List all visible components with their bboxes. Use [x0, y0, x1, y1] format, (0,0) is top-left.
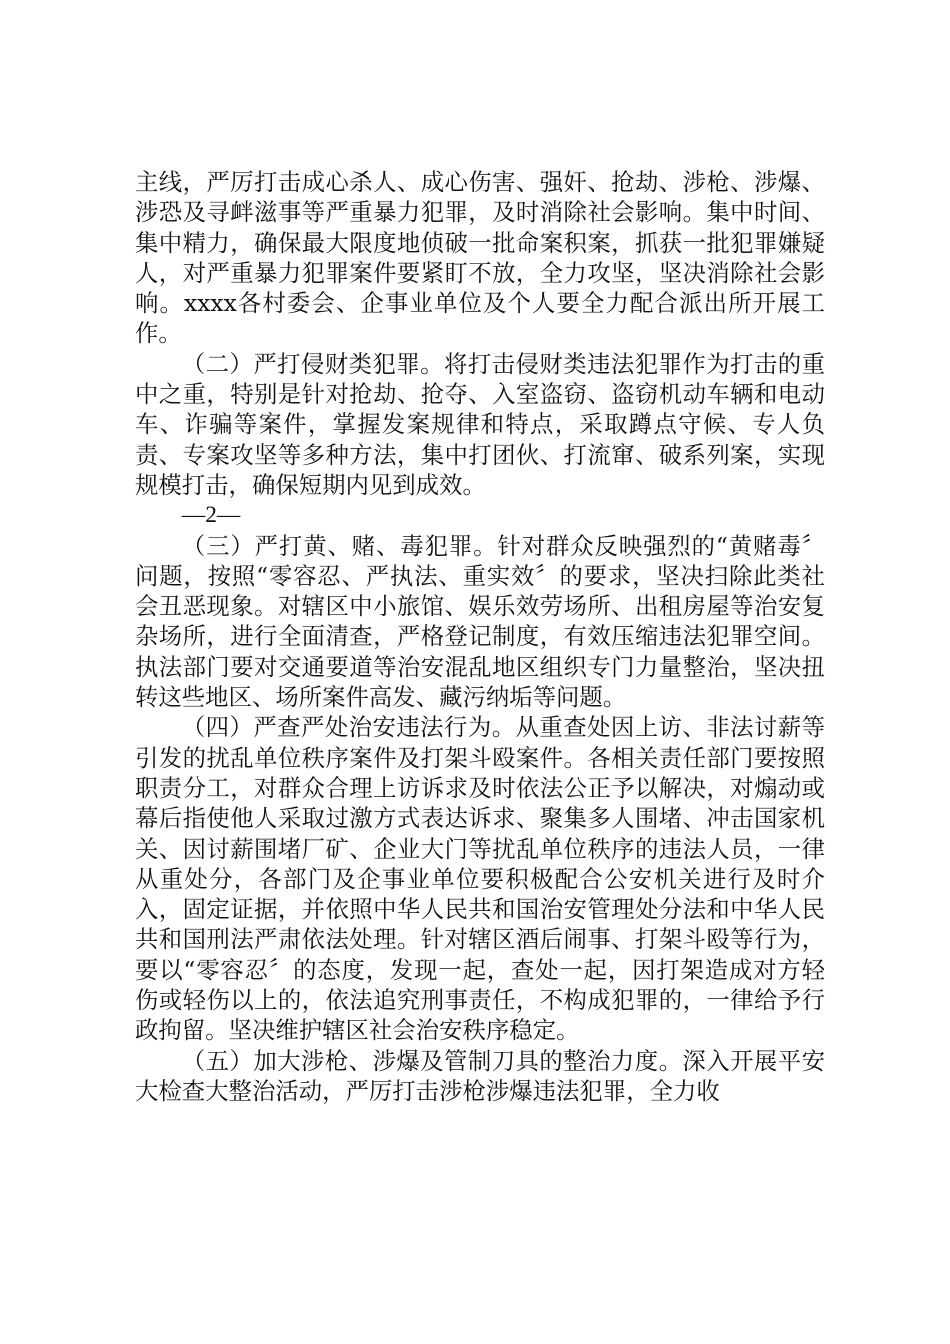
- page-number: —2—: [181, 502, 241, 529]
- paragraph-property-crime: （二）严打侵财类犯罪。将打击侵财类违法犯罪作为打击的重中之重，特别是针对抢劫、抢夺、入室盗窃、盗窃机动车辆和电动车、诈骗等案件，掌握发案规律和特点，采取蹲点守候、专人负责、专案攻坚等多种方法，集中打团伙、打流窜、破系列案，实现规模打击，确保短期内见到成效。: [135, 349, 825, 499]
- paragraph-pornography-gambling-drugs: （三）严打黄、赌、毒犯罪。针对群众反映强烈的“黄赌毒〞问题，按照“零容忍、严执法、重实效〞的要求，坚决扫除此类社会丑恶现象。对辖区中小旅馆、娱乐效劳场所、出租房屋等治安复杂场所，进行全面清查，严格登记制度，有效压缩违法犯罪空间。执法部门要对交通要道等治安混乱地区组织专门力量整治，坚决扭转这些地区、场所案件高发、藏污纳垢等问题。: [135, 531, 825, 712]
- document-body: [135, 167, 825, 1106]
- paragraph-severe-violent-crime-continued: 主线，严厉打击成心杀人、成心伤害、强奸、抢劫、涉枪、涉爆、涉恐及寻衅滋事等严重暴力犯罪，及时消除社会影响。集中时间、集中精力，确保最大限度地侦破一批命案积案，抓获一批犯罪嫌疑人，对严重暴力犯罪案件要紧盯不放，全力攻坚，坚决消除社会影响。xxxx各村委会、企事业单位及个人要全力配合派出所开展工作。: [135, 168, 825, 348]
- paragraph-firearms-explosives-knives: （五）加大涉枪、涉爆及管制刀具的整治力度。深入开展平安大检查大整治活动，严厉打击涉枪涉爆违法犯罪，全力收: [135, 1046, 825, 1105]
- paragraph-public-order-violations: （四）严查严处治安违法行为。从重查处因上访、非法讨薪等引发的扰乱单位秩序案件及打架斗殴案件。各相关责任部门要按照职责分工，对群众合理上访诉求及时依法公正予以解决，对煽动或幕后指使他人采取过激方式表达诉求、聚集多人围堵、冲击国家机关、因讨薪围堵厂矿、企业大门等扰乱单位秩序的违法人员，一律从重处分，各部门及企事业单位要积极配合公安机关进行及时介入，固定证据，并依照中华人民共和国治安管理处分法和中华人民共和国刑法严肃依法处理。针对辖区酒后闹事、打架斗殴等行为，要以“零容忍〞的态度，发现一起，查处一起，因打架造成对方轻伤或轻伤以上的，依法追究刑事责任，不构成犯罪的，一律给予行政拘留。坚决维护辖区社会治安秩序稳定。: [135, 713, 825, 1045]
